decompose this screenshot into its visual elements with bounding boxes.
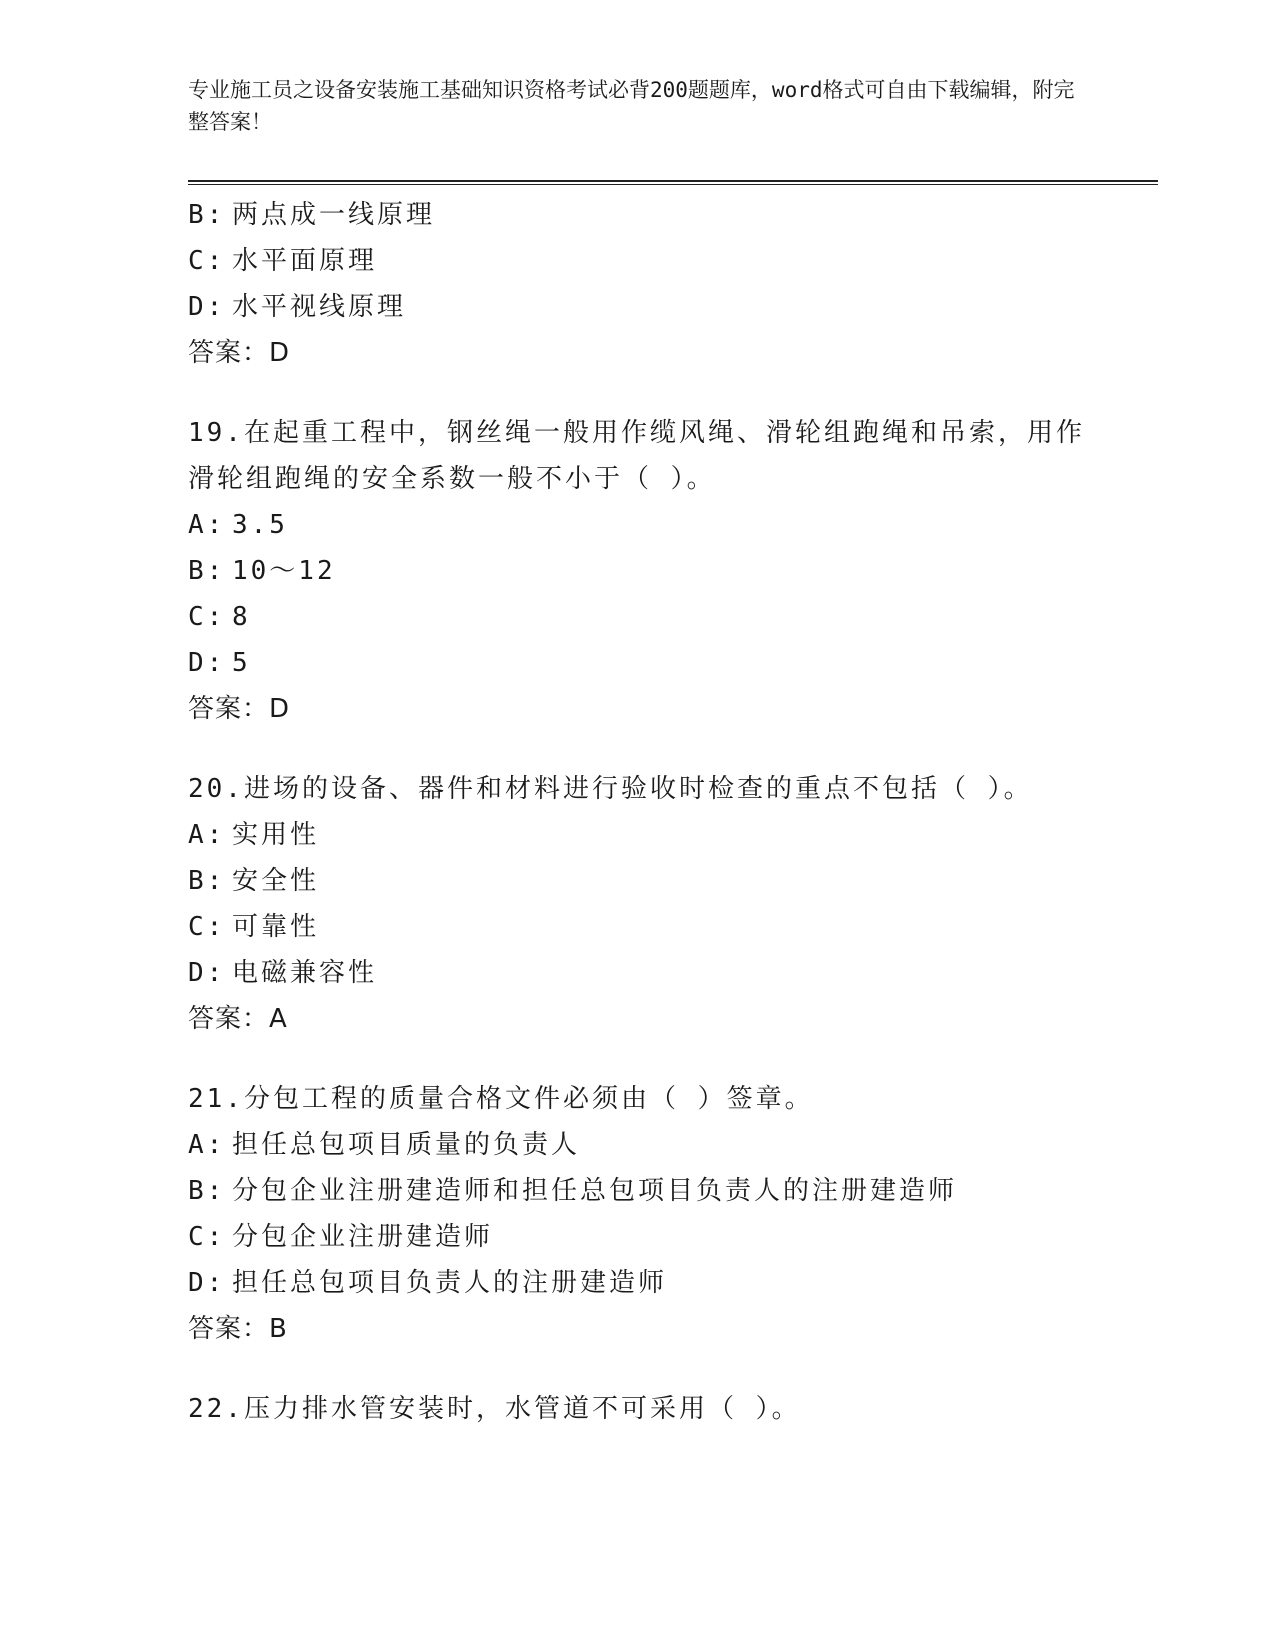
- option-a: A: 3.5: [188, 510, 288, 540]
- prev-question-tail: [188, 192, 1088, 376]
- option-d: D: 水平视线原理: [188, 292, 407, 322]
- option-c: C: 分包企业注册建造师: [188, 1222, 494, 1252]
- answer-line: 答案：D: [188, 694, 291, 724]
- question-text: 20.进场的设备、器件和材料进行验收时检查的重点不包括（ ）。: [188, 774, 1033, 804]
- option-b: B: 10～12: [188, 556, 336, 586]
- header-rule-thick: [188, 180, 1158, 182]
- option-c: C: 8: [188, 602, 251, 632]
- option-d: D: 担任总包项目负责人的注册建造师: [188, 1268, 668, 1298]
- answer-line: 答案：D: [188, 338, 291, 368]
- option-a: A: 担任总包项目质量的负责人: [188, 1130, 581, 1160]
- option-c: C: 可靠性: [188, 912, 320, 942]
- option-c: C: 水平面原理: [188, 246, 378, 276]
- option-d: D: 5: [188, 648, 251, 678]
- option-b: B: 分包企业注册建造师和担任总包项目负责人的注册建造师: [188, 1176, 958, 1206]
- page-header: 专业施工员之设备安装施工基础知识资格考试必背200题题库，word格式可自由下载编辑，附完整答案！: [188, 78, 1075, 134]
- option-a: A: 实用性: [188, 820, 320, 850]
- question-22: [188, 1386, 1088, 1432]
- option-d: D: 电磁兼容性: [188, 958, 378, 988]
- question-20: [188, 766, 1088, 1042]
- question-21: [188, 1076, 1088, 1352]
- answer-line: 答案：B: [188, 1314, 288, 1344]
- option-b: B: 安全性: [188, 866, 320, 896]
- question-text: 22.压力排水管安装时，水管道不可采用（ ）。: [188, 1394, 801, 1424]
- header-rule-thin: [188, 184, 1158, 185]
- question-text: 21.分包工程的质量合格文件必须由（ ）签章。: [188, 1084, 814, 1114]
- question-list: [188, 192, 1088, 1432]
- question-19: [188, 410, 1088, 732]
- option-b: B: 两点成一线原理: [188, 200, 436, 230]
- question-text: 19.在起重工程中，钢丝绳一般用作缆风绳、滑轮组跑绳和吊索，用作滑轮组跑绳的安全系数一般不小于（ ）。: [188, 418, 1085, 494]
- answer-line: 答案：A: [188, 1004, 288, 1034]
